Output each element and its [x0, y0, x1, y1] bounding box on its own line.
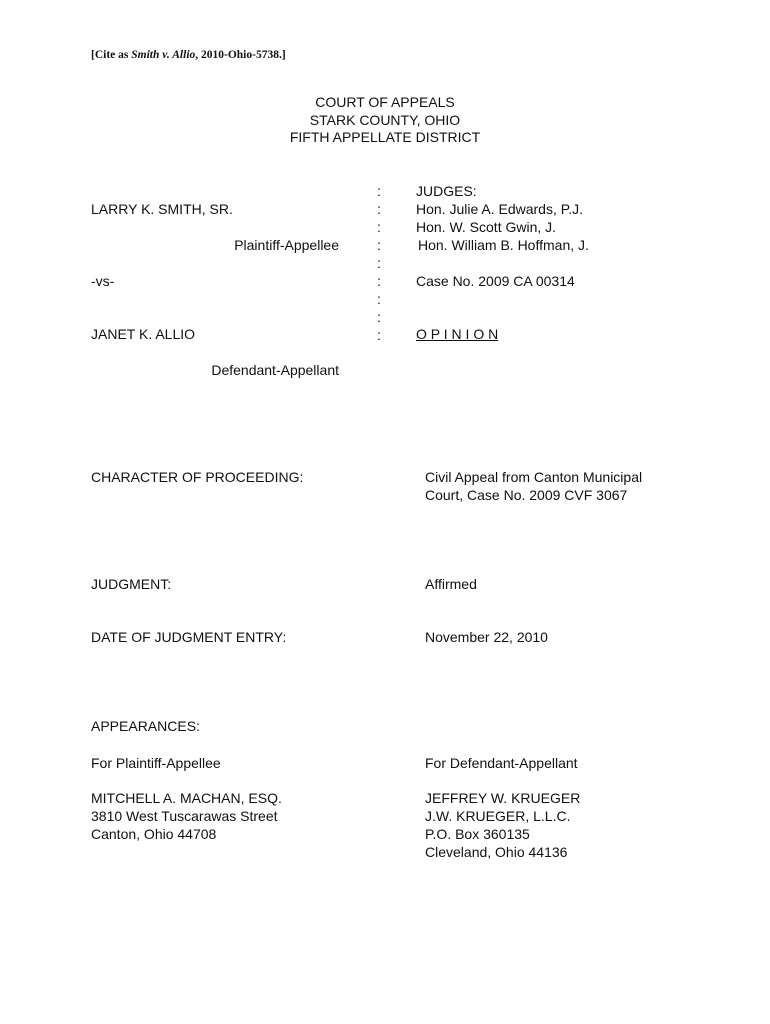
proceeding-value-line1: Civil Appeal from Canton Municipal [425, 469, 643, 485]
versus-label: -vs- [91, 273, 115, 289]
caption-colon-7: : [377, 291, 381, 307]
court-county: STARK COUNTY, OHIO [309, 111, 461, 128]
judge-item: Hon. W. Scott Gwin, J. [416, 219, 557, 235]
judgment-date-value: November 22, 2010 [425, 629, 548, 645]
appearances-heading: APPEARANCES: [91, 718, 200, 734]
caption-colon-6: : [377, 273, 381, 289]
caption-colon-1: : [377, 183, 381, 199]
citation-line [91, 46, 286, 64]
judgment-date-label: DATE OF JUDGMENT ENTRY: [91, 629, 287, 645]
caption-colon-2: : [377, 201, 381, 217]
plaintiff-counsel-line: 3810 West Tuscarawas Street [91, 808, 278, 824]
plaintiff-counsel-line: MITCHELL A. MACHAN, ESQ. [91, 790, 282, 806]
case-number: Case No. 2009 CA 00314 [416, 273, 575, 289]
defendant-counsel-label: For Defendant-Appellant [425, 755, 578, 771]
court-heading [0, 94, 770, 147]
caption-colon-8: : [377, 309, 381, 325]
defendant-counsel-line: Cleveland, Ohio 44136 [425, 844, 568, 860]
court-district: FIFTH APPELLATE DISTRICT [289, 129, 481, 145]
judgment-value: Affirmed [425, 576, 477, 592]
caption-colon-9: : [377, 327, 381, 343]
judgment-label: JUDGMENT: [91, 576, 172, 592]
court-name: COURT OF APPEALS [315, 94, 455, 110]
citation-prefix: [Cite as [91, 49, 132, 61]
defendant-role: Defendant-Appellant [211, 362, 339, 378]
plaintiff-counsel-line: Canton, Ohio 44708 [91, 826, 217, 842]
plaintiff-role: Plaintiff-Appellee [234, 237, 339, 253]
plaintiff-counsel-label: For Plaintiff-Appellee [91, 755, 221, 771]
proceeding-label: CHARACTER OF PROCEEDING: [91, 469, 304, 485]
defendant-counsel-line: P.O. Box 360135 [425, 826, 530, 842]
caption-colon-3: : [377, 219, 381, 235]
caption-colon-4: : [377, 237, 381, 253]
judge-item: Hon. William B. Hoffman, J. [418, 237, 589, 253]
defendant-counsel-line: JEFFREY W. KRUEGER [425, 790, 581, 806]
judge-item: Hon. Julie A. Edwards, P.J. [416, 201, 584, 217]
defendant-name: JANET K. ALLIO [91, 326, 196, 342]
defendant-counsel-line: J.W. KRUEGER, L.L.C. [425, 808, 571, 824]
citation-case-name: Smith v. Allio [131, 49, 196, 61]
citation-suffix: , 2010-Ohio-5738.] [195, 49, 286, 61]
caption-colon-5: : [377, 255, 381, 271]
plaintiff-name: LARRY K. SMITH, SR. [91, 201, 233, 217]
opinion-label: O P I N I O N [416, 326, 499, 342]
proceeding-value-line2: Court, Case No. 2009 CVF 3067 [425, 487, 628, 503]
judges-heading: JUDGES: [416, 183, 477, 199]
